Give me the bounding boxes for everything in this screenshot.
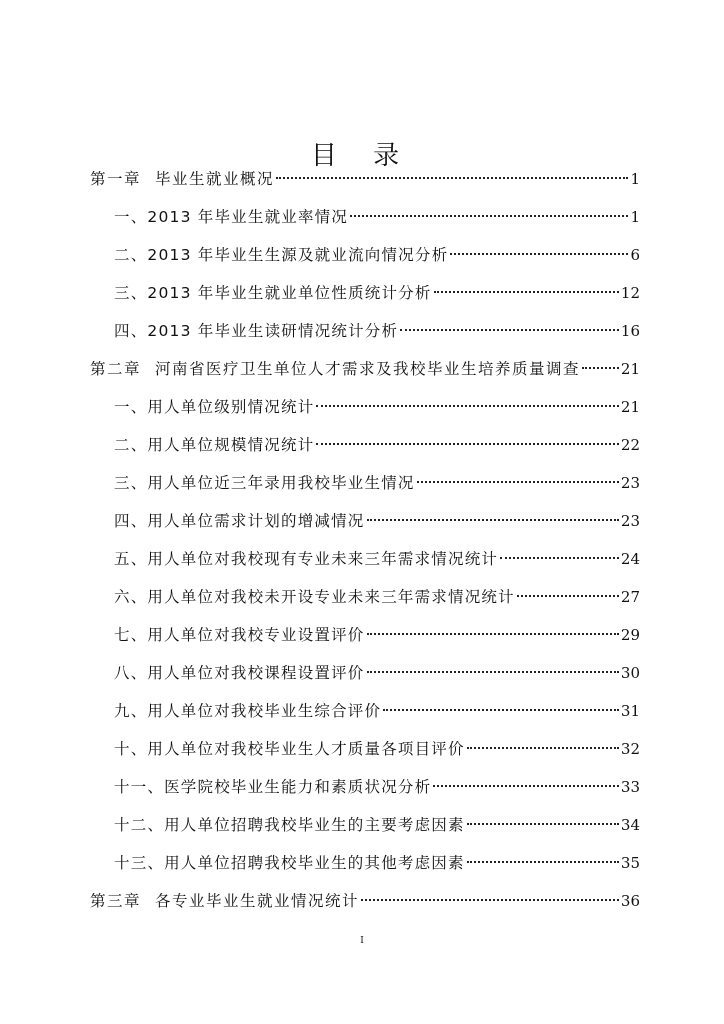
toc-page-number: 1 — [630, 170, 640, 188]
toc-page-number: 16 — [620, 322, 640, 340]
toc-entry-label — [114, 768, 431, 806]
toc-section-entry[interactable] — [90, 274, 640, 312]
toc-section-entry[interactable] — [90, 578, 640, 616]
toc-page-number: 30 — [620, 664, 640, 682]
toc-section-entry[interactable] — [90, 806, 640, 844]
toc-leader-dots — [367, 632, 619, 635]
toc-entry-label — [114, 236, 448, 274]
toc-section-entry[interactable] — [90, 198, 640, 236]
toc-entry-text: 十二、用人单位招聘我校毕业生的主要考虑因素 — [114, 816, 465, 834]
toc-entry-text: 九、用人单位对我校毕业生综合评价 — [114, 702, 382, 720]
toc-page-number: 33 — [620, 778, 640, 796]
toc-chapter-number: 第一章 — [90, 170, 142, 188]
footer-page-number: I — [360, 936, 364, 946]
toc-entry-label — [114, 616, 365, 654]
toc-leader-dots — [367, 670, 619, 673]
toc-entry-text: 十三、用人单位招聘我校毕业生的其他考虑因素 — [114, 854, 465, 872]
toc-page-number: 36 — [620, 892, 640, 910]
toc-page-number: 29 — [620, 626, 640, 644]
toc-entry-label — [90, 882, 359, 920]
toc-section-entry[interactable] — [90, 768, 640, 806]
toc-page-number: 21 — [620, 398, 640, 416]
toc-chapter-number: 第三章 — [90, 892, 142, 910]
toc-leader-dots — [467, 822, 619, 825]
toc-chapter-number: 第二章 — [90, 360, 142, 378]
toc-page-number: 6 — [630, 246, 640, 264]
toc-entry-text: 三、用人单位近三年录用我校毕业生情况 — [114, 474, 415, 492]
toc-entry-text: 二、用人单位规模情况统计 — [114, 436, 315, 454]
toc-leader-dots — [467, 860, 619, 863]
toc-section-entry[interactable] — [90, 654, 640, 692]
table-of-contents — [90, 160, 640, 920]
toc-entry-text: 三、2013 年毕业生就业单位性质统计分析 — [114, 284, 432, 302]
toc-entry-text: 十一、医学院校毕业生能力和素质状况分析 — [114, 778, 432, 796]
toc-entry-text: 各专业毕业生就业情况统计 — [155, 892, 360, 910]
toc-entry-text: 十、用人单位对我校毕业生人才质量各项目评价 — [114, 740, 465, 758]
toc-entry-label — [114, 426, 314, 464]
toc-leader-dots — [276, 176, 628, 179]
toc-leader-dots — [434, 290, 619, 293]
toc-section-entry[interactable] — [90, 236, 640, 274]
toc-entry-label — [90, 160, 274, 198]
toc-entry-label — [114, 844, 465, 882]
toc-entry-label — [114, 464, 415, 502]
toc-entry-label — [114, 388, 314, 426]
toc-entry-label — [114, 502, 365, 540]
toc-leader-dots — [383, 708, 619, 711]
toc-page-number: 23 — [620, 474, 640, 492]
toc-entry-text: 毕业生就业概况 — [155, 170, 275, 188]
toc-entry-label — [114, 730, 465, 768]
toc-page-number: 1 — [630, 208, 640, 226]
toc-page-number: 24 — [620, 550, 640, 568]
toc-entry-text: 河南省医疗卫生单位人才需求及我校毕业生培养质量调查 — [155, 360, 581, 378]
toc-page-number: 27 — [620, 588, 640, 606]
toc-page-number: 32 — [620, 740, 640, 758]
toc-page-number: 35 — [620, 854, 640, 872]
toc-leader-dots — [316, 404, 619, 407]
toc-section-entry[interactable] — [90, 464, 640, 502]
toc-entry-label — [114, 578, 515, 616]
toc-leader-dots — [500, 556, 619, 559]
toc-page-number: 34 — [620, 816, 640, 834]
toc-entry-text: 四、用人单位需求计划的增减情况 — [114, 512, 365, 530]
toc-entry-text: 七、用人单位对我校专业设置评价 — [114, 626, 365, 644]
toc-section-entry[interactable] — [90, 312, 640, 350]
toc-leader-dots — [433, 784, 619, 787]
toc-entry-label — [114, 540, 498, 578]
toc-leader-dots — [361, 898, 619, 901]
page-title: 目 录 — [310, 141, 414, 172]
toc-section-entry[interactable] — [90, 540, 640, 578]
toc-leader-dots — [400, 328, 619, 331]
toc-leader-dots — [467, 746, 619, 749]
toc-entry-label — [90, 350, 580, 388]
toc-leader-dots — [417, 480, 619, 483]
toc-chapter-entry[interactable] — [90, 882, 640, 920]
toc-entry-label — [114, 274, 432, 312]
toc-page-number: 21 — [620, 360, 640, 378]
toc-entry-text: 六、用人单位对我校未开设专业未来三年需求情况统计 — [114, 588, 515, 606]
toc-leader-dots — [450, 252, 628, 255]
toc-entry-label — [114, 198, 348, 236]
toc-leader-dots — [350, 214, 628, 217]
toc-page-number: 31 — [620, 702, 640, 720]
toc-section-entry[interactable] — [90, 730, 640, 768]
toc-entry-text: 四、2013 年毕业生读研情况统计分析 — [114, 322, 399, 340]
toc-chapter-entry[interactable] — [90, 160, 640, 198]
toc-section-entry[interactable] — [90, 844, 640, 882]
toc-section-entry[interactable] — [90, 388, 640, 426]
toc-page-number: 23 — [620, 512, 640, 530]
toc-entry-text: 八、用人单位对我校课程设置评价 — [114, 664, 365, 682]
toc-entry-label — [114, 312, 398, 350]
toc-section-entry[interactable] — [90, 502, 640, 540]
toc-section-entry[interactable] — [90, 692, 640, 730]
toc-leader-dots — [517, 594, 619, 597]
toc-leader-dots — [367, 518, 619, 521]
toc-leader-dots — [316, 442, 619, 445]
toc-entry-label — [114, 806, 465, 844]
toc-leader-dots — [582, 366, 619, 369]
toc-page-number: 12 — [620, 284, 640, 302]
toc-entry-text: 五、用人单位对我校现有专业未来三年需求情况统计 — [114, 550, 499, 568]
toc-chapter-entry[interactable] — [90, 350, 640, 388]
toc-entry-text: 一、2013 年毕业生就业率情况 — [114, 208, 349, 226]
toc-section-entry[interactable] — [90, 426, 640, 464]
toc-entry-text: 一、用人单位级别情况统计 — [114, 398, 315, 416]
toc-page-number: 22 — [620, 436, 640, 454]
toc-entry-label — [114, 692, 381, 730]
toc-entry-text: 二、2013 年毕业生生源及就业流向情况分析 — [114, 246, 449, 264]
toc-section-entry[interactable] — [90, 616, 640, 654]
toc-entry-label — [114, 654, 365, 692]
